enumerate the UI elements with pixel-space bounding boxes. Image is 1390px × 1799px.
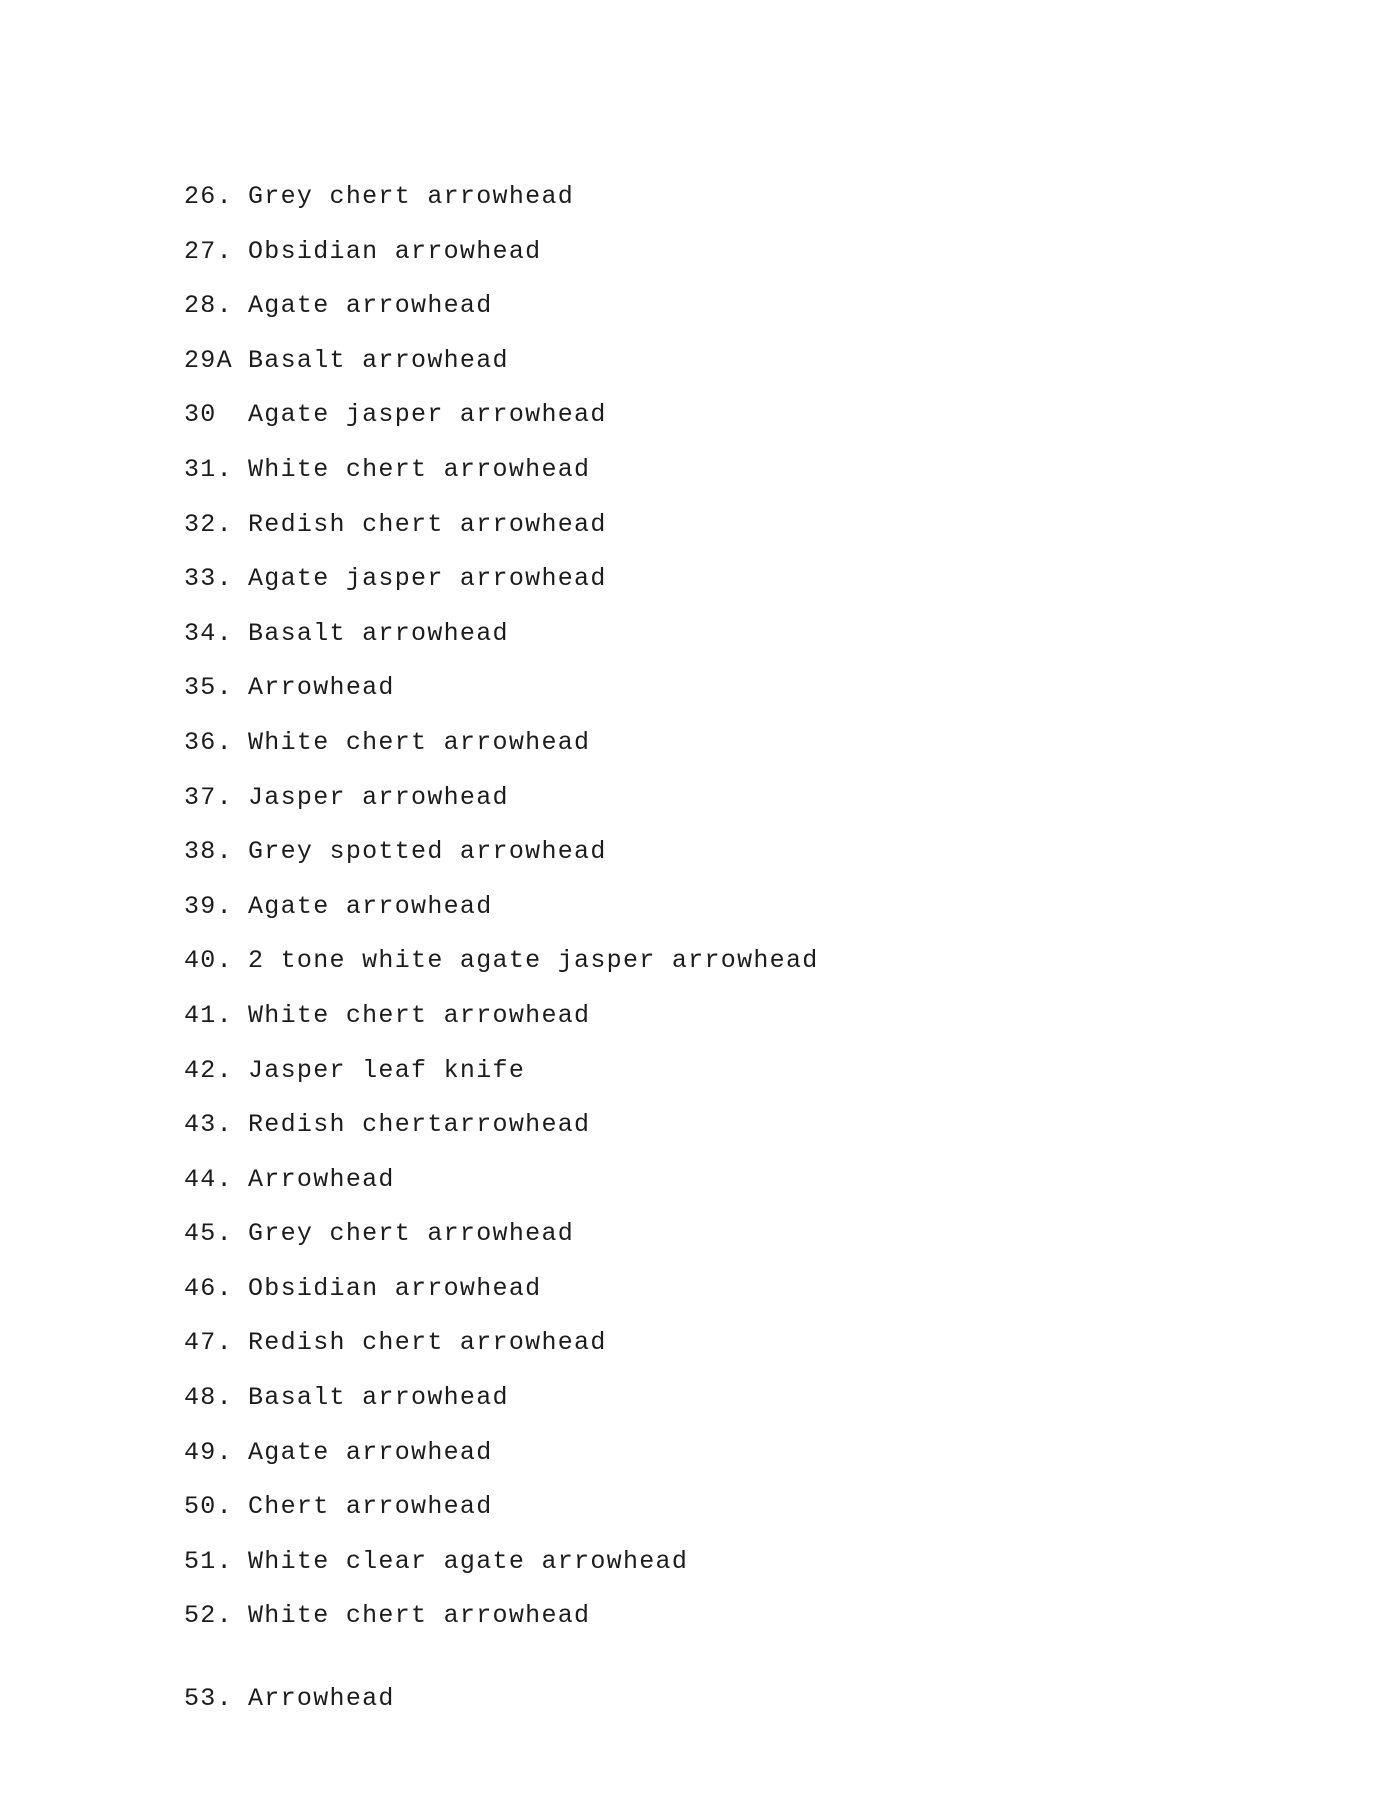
item-number: 30 [184, 400, 217, 430]
item-number: 42. [184, 1055, 233, 1085]
list-item [184, 989, 819, 1044]
list-item [184, 279, 819, 334]
item-text: White chert arrowhead [248, 1601, 591, 1631]
item-number: 47. [184, 1328, 233, 1358]
list-item [184, 498, 819, 553]
list-item [184, 1480, 819, 1535]
item-text: Grey chert arrowhead [248, 182, 575, 211]
list-item [184, 334, 819, 389]
list-item [184, 1316, 819, 1371]
item-number: 37. [184, 782, 233, 812]
list-item [184, 607, 819, 662]
item-number: 28. [184, 291, 233, 321]
list-item [184, 1371, 819, 1426]
list-item [184, 661, 819, 716]
item-text: Agate arrowhead [248, 1437, 493, 1467]
item-text: Basalt arrowhead [248, 1383, 509, 1413]
item-number: 46. [184, 1273, 233, 1303]
item-number: 36. [184, 727, 233, 757]
list-item [184, 934, 819, 989]
item-number: 38. [184, 837, 233, 867]
list-item [184, 880, 819, 935]
item-text: Chert arrowhead [248, 1492, 493, 1522]
item-text: Arrowhead [248, 673, 395, 703]
item-text: Agate arrowhead [248, 291, 493, 321]
item-number: 27. [184, 236, 233, 266]
list-item [184, 552, 819, 607]
item-text: Grey chert arrowhead [248, 1219, 575, 1249]
list-item [184, 825, 819, 880]
item-text: Jasper arrowhead [248, 782, 509, 812]
item-text: Obsidian arrowhead [248, 236, 542, 266]
item-text: Arrowhead [248, 1684, 395, 1714]
item-number: 39. [184, 891, 233, 921]
item-number: 31. [184, 454, 233, 484]
item-number: 43. [184, 1110, 233, 1140]
item-number: 44. [184, 1164, 233, 1194]
list-item [184, 1535, 819, 1590]
list-item [184, 1044, 819, 1099]
list-item [184, 170, 819, 225]
list-item [184, 443, 819, 498]
item-text: Arrowhead [248, 1164, 395, 1194]
list-item [184, 1672, 819, 1727]
list-item [184, 1153, 819, 1208]
item-number: 52. [184, 1601, 233, 1631]
list-item [184, 771, 819, 826]
list-item [184, 1589, 819, 1644]
item-number: 49. [184, 1437, 233, 1467]
item-text: Basalt arrowhead [248, 618, 509, 648]
item-number: 48. [184, 1383, 233, 1413]
item-number: 33. [184, 564, 233, 594]
item-number: 34. [184, 618, 233, 648]
item-text: Agate jasper arrowhead [248, 400, 607, 430]
item-number: 35. [184, 673, 233, 703]
list-item [184, 1262, 819, 1317]
item-text: White chert arrowhead [248, 1000, 591, 1030]
item-number: 41. [184, 1000, 233, 1030]
item-number: 26. [184, 182, 233, 211]
item-number: 29A [184, 345, 233, 375]
item-text: 2 tone white agate jasper arrowhead [248, 946, 819, 976]
item-text: White chert arrowhead [248, 454, 591, 484]
item-number: 45. [184, 1219, 233, 1249]
list-item [184, 1207, 819, 1262]
item-text: Agate jasper arrowhead [248, 564, 607, 594]
item-number: 40. [184, 946, 233, 976]
item-text: Redish chertarrowhead [248, 1110, 591, 1140]
item-text: Basalt arrowhead [248, 345, 509, 375]
item-number: 53. [184, 1684, 233, 1714]
item-text: Agate arrowhead [248, 891, 493, 921]
list-item [184, 225, 819, 280]
item-number: 50. [184, 1492, 233, 1522]
item-text: White clear agate arrowhead [248, 1546, 689, 1576]
item-number: 32. [184, 509, 233, 539]
list-item [184, 388, 819, 443]
item-number: 51. [184, 1546, 233, 1576]
item-text: White chert arrowhead [248, 727, 591, 757]
item-text: Jasper leaf knife [248, 1055, 526, 1085]
item-text: Grey spotted arrowhead [248, 837, 607, 867]
artifact-list [184, 170, 819, 1727]
list-item [184, 1098, 819, 1153]
list-item [184, 1426, 819, 1481]
item-text: Redish chert arrowhead [248, 509, 607, 539]
item-text: Obsidian arrowhead [248, 1273, 542, 1303]
list-item [184, 716, 819, 771]
item-text: Redish chert arrowhead [248, 1328, 607, 1358]
